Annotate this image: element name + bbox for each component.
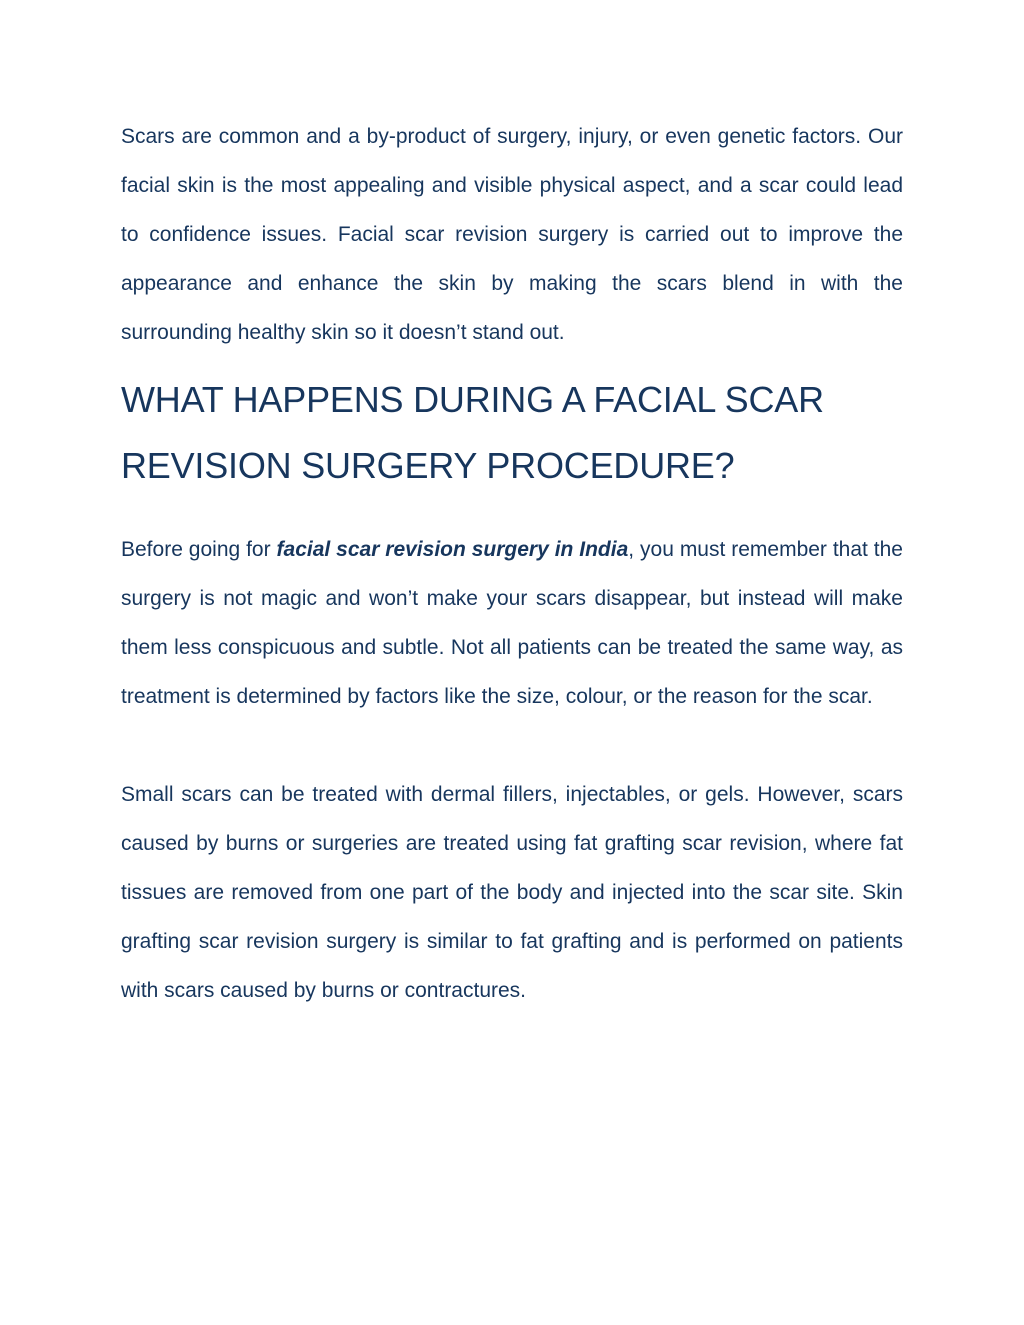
emphasized-link-text: facial scar revision surgery in India bbox=[276, 538, 629, 561]
document-page bbox=[121, 112, 903, 1015]
paragraph-before-going bbox=[121, 525, 903, 721]
heading-spacer bbox=[121, 499, 903, 525]
paragraph-small-scars: Small scars can be treated with dermal fillers, injectables, or gels. However, scars caused by burns or surgeries are treated using fat grafting scar revision, where fat tissues are removed from one part of the body and injected into the scar site. Skin grafting scar revision surgery is similar to fat grafting and is performed on patients with scars caused by burns or contractures. bbox=[121, 783, 903, 1002]
paragraph-lead-text: Before going for bbox=[121, 538, 277, 561]
section-heading: WHAT HAPPENS DURING A FACIAL SCAR REVISION SURGERY PROCEDURE? bbox=[121, 379, 824, 486]
paragraph-rest-text: , you must remember that the surgery is not magic and won’t make your scars disappear, but instead will make them less conspicuous and subtle. Not all patients can be treated the same way, as treatment is determined by factors like the size, colour, or the reason for the scar. bbox=[121, 538, 903, 708]
paragraph-gap bbox=[121, 721, 903, 770]
intro-paragraph: Scars are common and a by-product of surgery, injury, or even genetic factors. Our facial skin is the most appealing and visible physical aspect, and a scar could lead to confidence issues. Facial scar revision surgery is carried out to improve the appearance and enhance the skin by making the scars blend in with the surrounding healthy skin so it doesn’t stand out. bbox=[121, 125, 903, 344]
